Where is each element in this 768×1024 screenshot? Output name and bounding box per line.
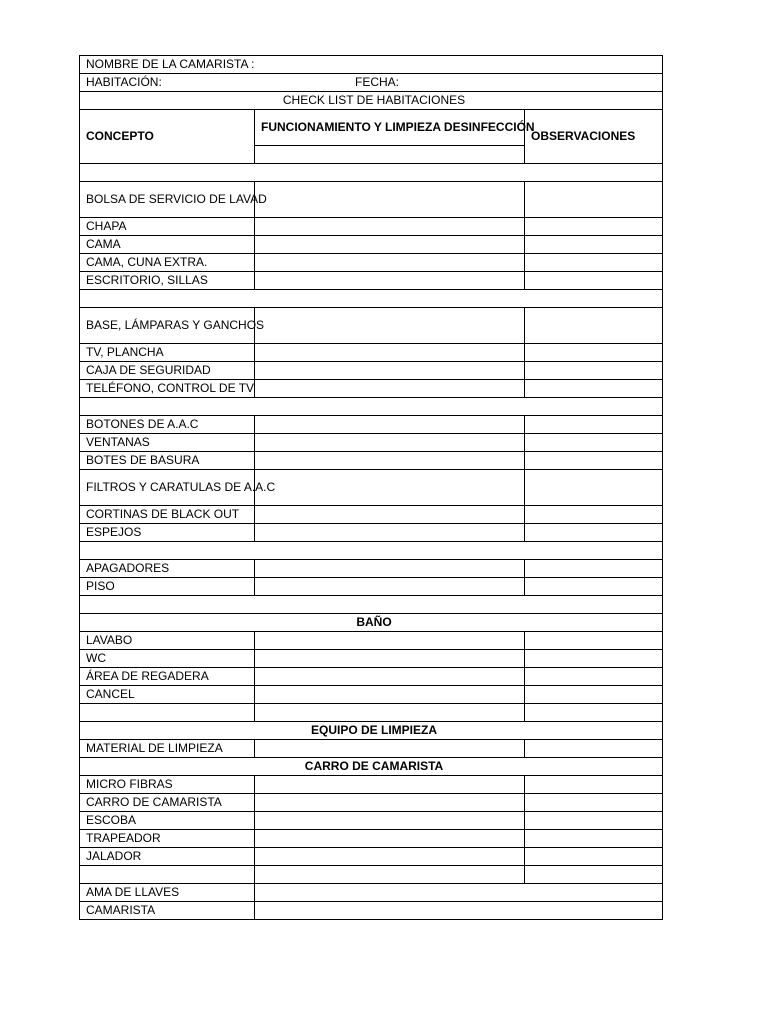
section-title-bano: BAÑO	[80, 614, 663, 632]
observaciones-cell[interactable]	[525, 254, 663, 272]
spacer-row	[80, 596, 663, 614]
habitacion-fecha-field[interactable]	[80, 74, 663, 92]
funcionamiento-cell[interactable]	[255, 830, 525, 848]
list-item: ESCOBA	[80, 812, 255, 830]
observaciones-cell[interactable]	[525, 812, 663, 830]
observaciones-cell[interactable]	[525, 236, 663, 254]
observaciones-cell[interactable]	[525, 668, 663, 686]
column-header-observaciones: OBSERVACIONES	[525, 110, 663, 164]
funcionamiento-cell[interactable]	[255, 254, 525, 272]
spacer-row	[80, 398, 663, 416]
observaciones-cell[interactable]	[525, 470, 663, 506]
funcionamiento-cell[interactable]	[255, 632, 525, 650]
funcionamiento-cell[interactable]	[255, 650, 525, 668]
observaciones-cell[interactable]	[525, 866, 663, 884]
observaciones-cell[interactable]	[525, 524, 663, 542]
section-title-equipo: EQUIPO DE LIMPIEZA	[80, 722, 663, 740]
observaciones-cell[interactable]	[525, 560, 663, 578]
signature-field[interactable]	[255, 902, 663, 920]
list-item: VENTANAS	[80, 434, 255, 452]
list-item: ESPEJOS	[80, 524, 255, 542]
funcionamiento-cell[interactable]	[255, 272, 525, 290]
observaciones-cell[interactable]	[525, 272, 663, 290]
column-header-funcionamiento: FUNCIONAMIENTO Y LIMPIEZA DESINFECCIÓN	[255, 110, 525, 146]
list-item: CHAPA	[80, 218, 255, 236]
observaciones-cell[interactable]	[525, 740, 663, 758]
list-item: ESCRITORIO, SILLAS	[80, 272, 255, 290]
observaciones-cell[interactable]	[525, 578, 663, 596]
funcionamiento-cell[interactable]	[255, 434, 525, 452]
list-item: BOTONES DE A.A.C	[80, 416, 255, 434]
funcionamiento-cell[interactable]	[255, 848, 525, 866]
funcionamiento-cell[interactable]	[255, 182, 525, 218]
funcionamiento-cell[interactable]	[255, 236, 525, 254]
funcionamiento-cell[interactable]	[255, 668, 525, 686]
funcionamiento-cell[interactable]	[255, 560, 525, 578]
list-item: MATERIAL DE LIMPIEZA	[80, 740, 255, 758]
habitacion-label: HABITACIÓN:	[86, 75, 162, 89]
observaciones-cell[interactable]	[525, 830, 663, 848]
observaciones-cell[interactable]	[525, 686, 663, 704]
funcionamiento-subcell[interactable]	[255, 146, 525, 164]
observaciones-cell[interactable]	[525, 362, 663, 380]
funcionamiento-cell[interactable]	[255, 380, 525, 398]
observaciones-cell[interactable]	[525, 380, 663, 398]
list-item: CANCEL	[80, 686, 255, 704]
list-item: CAMA, CUNA EXTRA.	[80, 254, 255, 272]
funcionamiento-cell[interactable]	[255, 578, 525, 596]
funcionamiento-cell[interactable]	[255, 362, 525, 380]
signature-field[interactable]	[255, 884, 663, 902]
observaciones-cell[interactable]	[525, 182, 663, 218]
observaciones-cell[interactable]	[525, 416, 663, 434]
list-item: TV, PLANCHA	[80, 344, 255, 362]
funcionamiento-cell[interactable]	[255, 794, 525, 812]
list-item: ÁREA DE REGADERA	[80, 668, 255, 686]
list-item: APAGADORES	[80, 560, 255, 578]
page-title: CHECK LIST DE HABITACIONES	[80, 92, 663, 110]
observaciones-cell[interactable]	[525, 218, 663, 236]
list-item: JALADOR	[80, 848, 255, 866]
column-header-concepto: CONCEPTO	[80, 110, 255, 164]
observaciones-cell[interactable]	[525, 506, 663, 524]
funcionamiento-cell[interactable]	[255, 218, 525, 236]
funcionamiento-cell[interactable]	[255, 506, 525, 524]
funcionamiento-cell[interactable]	[255, 704, 525, 722]
list-item: MICRO FIBRAS	[80, 776, 255, 794]
funcionamiento-cell[interactable]	[255, 308, 525, 344]
observaciones-cell[interactable]	[525, 848, 663, 866]
signature-label-ama-de-llaves: AMA DE LLAVES	[80, 884, 255, 902]
list-item: FILTROS Y CARATULAS DE A.A.C	[80, 470, 255, 506]
observaciones-cell[interactable]	[525, 704, 663, 722]
observaciones-cell[interactable]	[525, 650, 663, 668]
list-item: PISO	[80, 578, 255, 596]
funcionamiento-cell[interactable]	[255, 740, 525, 758]
empty-concept-cell	[80, 866, 255, 884]
observaciones-cell[interactable]	[525, 794, 663, 812]
list-item: CORTINAS DE BLACK OUT	[80, 506, 255, 524]
observaciones-cell[interactable]	[525, 776, 663, 794]
funcionamiento-cell[interactable]	[255, 470, 525, 506]
observaciones-cell[interactable]	[525, 632, 663, 650]
funcionamiento-cell[interactable]	[255, 416, 525, 434]
checklist-table	[79, 55, 663, 920]
funcionamiento-cell[interactable]	[255, 524, 525, 542]
observaciones-cell[interactable]	[525, 344, 663, 362]
list-item: CAJA DE SEGURIDAD	[80, 362, 255, 380]
spacer-row	[80, 290, 663, 308]
empty-concept-cell	[80, 704, 255, 722]
list-item: TELÉFONO, CONTROL DE TV	[80, 380, 255, 398]
list-item: CARRO DE CAMARISTA	[80, 794, 255, 812]
fecha-label: FECHA:	[355, 75, 400, 89]
funcionamiento-cell[interactable]	[255, 344, 525, 362]
section-title-carro: CARRO DE CAMARISTA	[80, 758, 663, 776]
observaciones-cell[interactable]	[525, 434, 663, 452]
signature-label-camarista: CAMARISTA	[80, 902, 255, 920]
nombre-camarista-field[interactable]: NOMBRE DE LA CAMARISTA :	[80, 56, 663, 74]
funcionamiento-cell[interactable]	[255, 812, 525, 830]
funcionamiento-cell[interactable]	[255, 686, 525, 704]
list-item: LAVABO	[80, 632, 255, 650]
list-item: WC	[80, 650, 255, 668]
observaciones-cell[interactable]	[525, 452, 663, 470]
list-item: CAMA	[80, 236, 255, 254]
list-item: BASE, LÁMPARAS Y GANCHOS	[80, 308, 255, 344]
observaciones-cell[interactable]	[525, 308, 663, 344]
list-item: TRAPEADOR	[80, 830, 255, 848]
funcionamiento-cell[interactable]	[255, 866, 525, 884]
spacer-row	[80, 164, 663, 182]
list-item: BOTES DE BASURA	[80, 452, 255, 470]
funcionamiento-cell[interactable]	[255, 776, 525, 794]
spacer-row	[80, 542, 663, 560]
list-item: BOLSA DE SERVICIO DE LAVAD	[80, 182, 255, 218]
funcionamiento-cell[interactable]	[255, 452, 525, 470]
